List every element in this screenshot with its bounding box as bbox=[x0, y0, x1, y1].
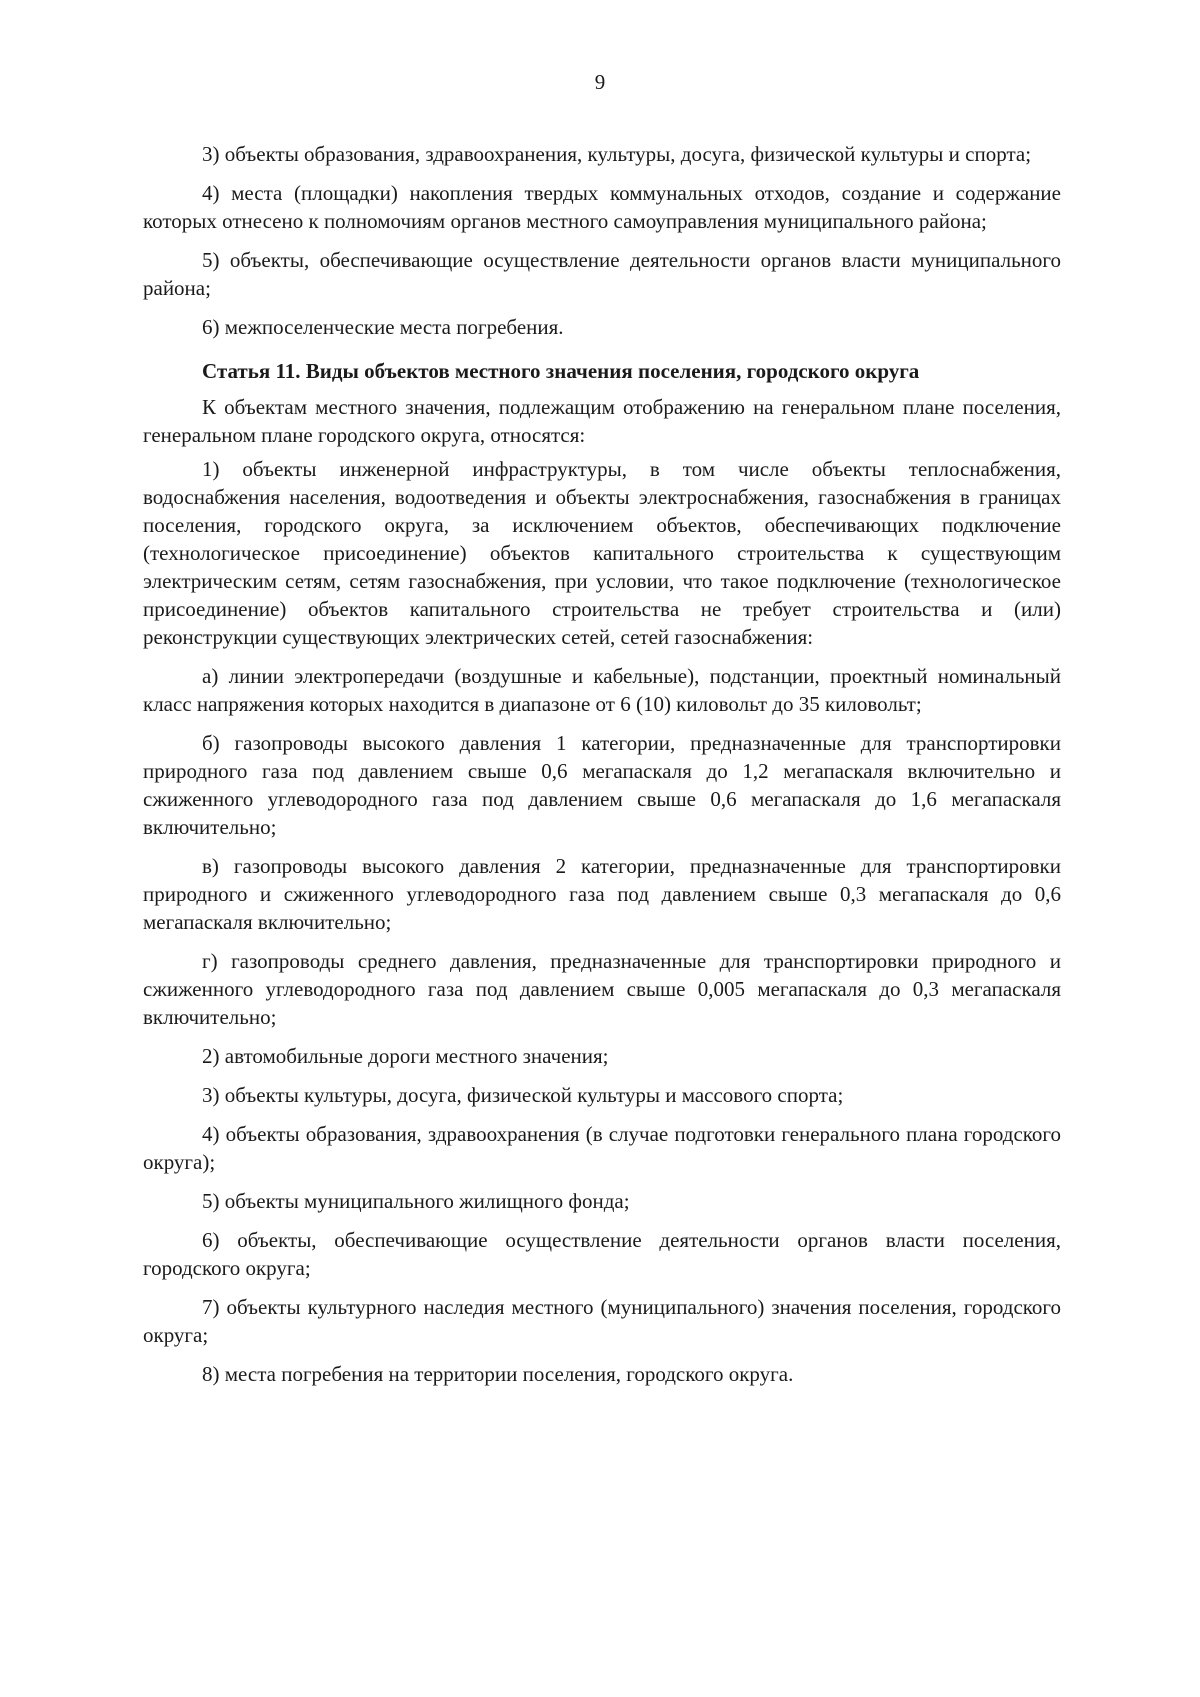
list-item: 1) объекты инженерной инфраструктуры, в том числе объекты теплоснабжения, водоснабжения населения, водоотведения и объекты электроснабжения, газоснабжения в границах поселения, городского округа, за исключением объектов, обеспечивающих подключение (технологическое присоединение) объектов капитального строительства к существующим электрическим сетям, сетям газоснабжения, при условии, что такое подключение (технологическое присоединение) объектов капитального строительства не требует строительства и (или) реконструкции существующих электрических сетей, сетей газоснабжения: bbox=[143, 457, 1061, 649]
page-number: 9 bbox=[594, 70, 606, 94]
list-item: б) газопроводы высокого давления 1 категории, предназначенные для транспортировки природного газа под давлением свыше 0,6 мегапаскаля до 1,2 мегапаскаля включительно и сжиженного углеводородного газа под давлением свыше 0,6 мегапаскаля до 1,6 мегапаскаля включительно; bbox=[143, 731, 1061, 839]
list-item: а) линии электропередачи (воздушные и кабельные), подстанции, проектный номинальный класс напряжения которых находится в диапазоне от 6 (10) киловольт до 35 киловольт; bbox=[143, 664, 1061, 716]
paragraph: 3) объекты образования, здравоохранения, культуры, досуга, физической культуры и спорта; bbox=[202, 142, 1032, 166]
list-item: 6) объекты, обеспечивающие осуществление деятельности органов власти поселения, городского округа; bbox=[143, 1228, 1061, 1280]
list-item: 2) автомобильные дороги местного значения; bbox=[202, 1044, 609, 1068]
list-item: 4) объекты образования, здравоохранения (в случае подготовки генерального плана городского округа); bbox=[143, 1122, 1061, 1174]
paragraph: 4) места (площадки) накопления твердых коммунальных отходов, создание и содержание которых отнесено к полномочиям органов местного самоуправления муниципального района; bbox=[143, 181, 1061, 233]
paragraph: 5) объекты, обеспечивающие осуществление деятельности органов власти муниципального района; bbox=[143, 248, 1061, 300]
article-intro: К объектам местного значения, подлежащим отображению на генеральном плане поселения, генеральном плане городского округа, относятся: bbox=[143, 395, 1061, 447]
document-body bbox=[143, 140, 1061, 1399]
list-item: 3) объекты культуры, досуга, физической культуры и массового спорта; bbox=[202, 1083, 844, 1107]
list-item: 8) места погребения на территории поселения, городского округа. bbox=[202, 1362, 794, 1386]
list-item: 5) объекты муниципального жилищного фонда; bbox=[202, 1189, 630, 1213]
article-heading: Статья 11. Виды объектов местного значения поселения, городского округа bbox=[202, 359, 920, 383]
paragraph: 6) межпоселенческие места погребения. bbox=[202, 315, 564, 339]
list-item: г) газопроводы среднего давления, предназначенные для транспортировки природного и сжиженного углеводородного газа под давлением свыше 0,005 мегапаскаля до 0,3 мегапаскаля включительно; bbox=[143, 949, 1061, 1029]
list-item: 7) объекты культурного наследия местного (муниципального) значения поселения, городского округа; bbox=[143, 1295, 1061, 1347]
list-item: в) газопроводы высокого давления 2 категории, предназначенные для транспортировки природного и сжиженного углеводородного газа под давлением свыше 0,3 мегапаскаля до 0,6 мегапаскаля включительно; bbox=[143, 854, 1061, 934]
